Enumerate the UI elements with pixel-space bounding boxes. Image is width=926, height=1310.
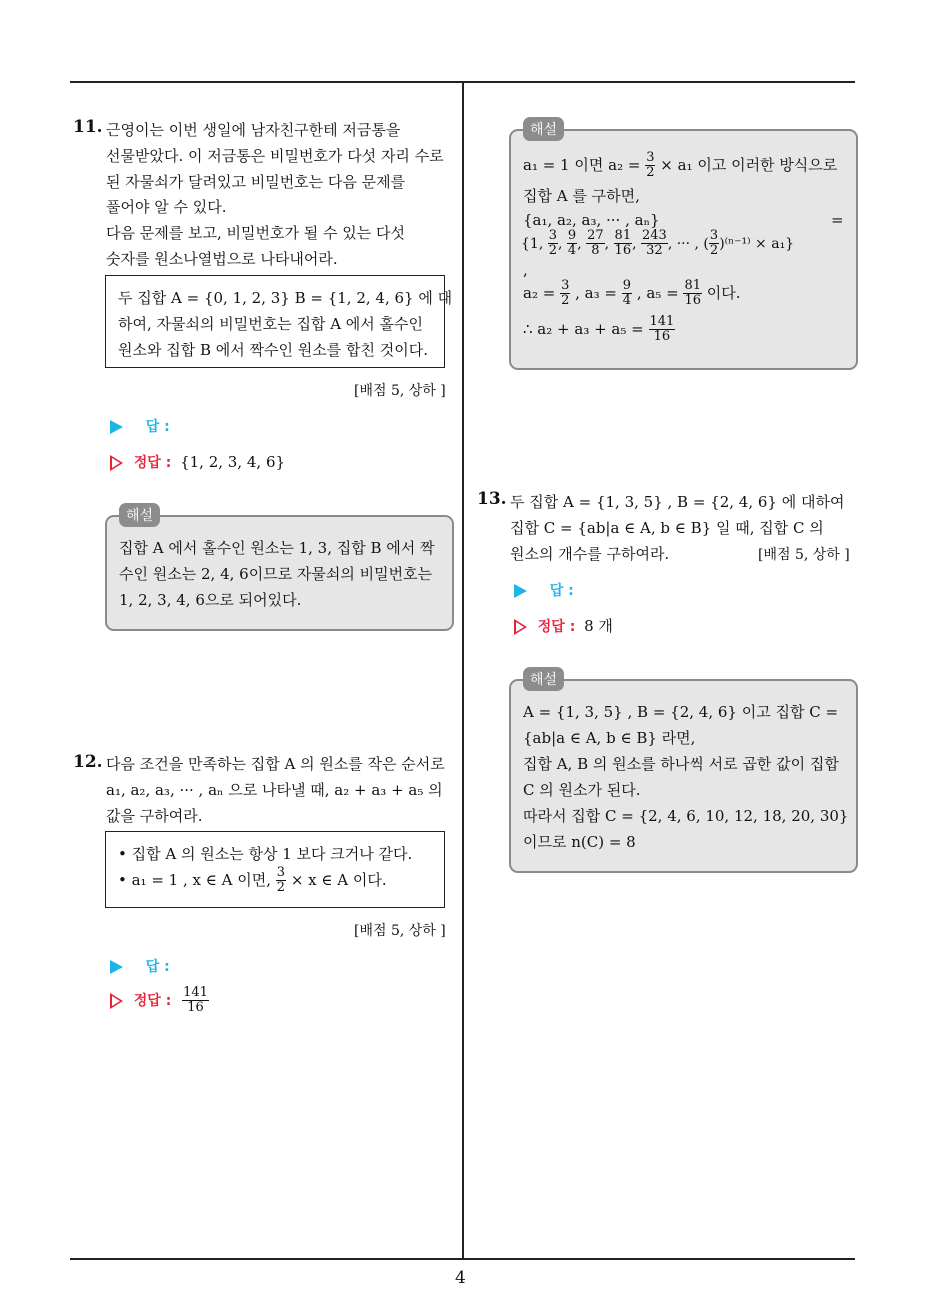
q13-explain-line: 따라서 집합 C = {2, 4, 6, 10, 12, 18, 20, 30} — [523, 807, 849, 825]
q11-explain-tag: 해설 — [119, 503, 160, 527]
q12-explain-line-2: 집합 A 를 구하면, — [523, 187, 640, 205]
explain-text: , a₃ = — [575, 283, 617, 302]
q12-explain-line-1 — [523, 151, 837, 181]
a5-fraction: $\frac{81}{16}$ — [684, 278, 701, 309]
q12-text-line: 값을 구하여라. — [106, 807, 203, 825]
answer-label: 답 : — [145, 419, 170, 435]
q12-box-text: × x ∈ A 이다. — [290, 870, 387, 889]
q12-explain-line-3a: {a₁, a₂, a₃, ··· , aₙ} — [523, 211, 660, 229]
q11-explain-line: 집합 A 에서 홀수인 원소는 1, 3, 집합 B 에서 짝 — [119, 539, 435, 557]
explain-text: {1, — [521, 235, 544, 252]
q12-explain-line-7 — [523, 315, 675, 345]
explain-text: 이다. — [706, 283, 741, 302]
q11-answer-row — [110, 416, 170, 436]
q11-text-line: 된 자물쇠가 달려있고 비밀번호는 다음 문제를 — [106, 173, 406, 191]
q13-explanation-panel — [509, 679, 858, 873]
q12-box-fraction — [276, 866, 286, 896]
solution-label: 정답 : — [133, 992, 172, 1009]
q12-explanation-panel — [509, 129, 858, 370]
q12-solution-row — [110, 986, 209, 1016]
sequence-fraction: $\frac{27}{8}$ — [587, 228, 604, 259]
fraction-denominator: 16 — [187, 1000, 204, 1016]
explain-text: a₂ = — [523, 283, 556, 302]
q11-solution-row — [110, 452, 285, 472]
q12-explain-line-3b: = — [831, 211, 844, 229]
fraction-denominator: 2 — [276, 880, 286, 896]
explain-text: a₁ = 1 이면 a₂ = — [523, 155, 641, 174]
solution-label: 정답 : — [537, 619, 576, 635]
q12-box-line-2 — [118, 866, 387, 896]
sum-fraction: $\frac{141}{16}$ — [649, 314, 675, 345]
answer-arrow-icon — [110, 420, 123, 434]
answer-arrow-icon — [110, 960, 123, 974]
explain-text: , a₅ = — [636, 283, 679, 302]
q13-solution-row — [514, 615, 613, 636]
sequence-fraction: $\frac{81}{16}$ — [614, 228, 632, 259]
q11-box-line: 두 집합 A = {0, 1, 2, 3} B = {1, 2, 4, 6} 에 대 — [118, 289, 453, 307]
q11-explanation-panel — [105, 515, 454, 631]
page-number: 4 — [455, 1268, 466, 1288]
q12-explain-tag: 해설 — [523, 117, 564, 141]
q11-number: 11. — [73, 117, 103, 137]
q11-text-line: 다음 문제를 보고, 비밀번호가 될 수 있는 다섯 — [106, 224, 405, 242]
fraction-numerator: 3 — [276, 865, 286, 880]
q13-number: 13. — [477, 489, 507, 509]
explain-text: , ··· , ( — [667, 235, 709, 252]
explain-text: ∴ a₂ + a₃ + a₅ = — [523, 319, 644, 338]
explain-fraction: $\frac{3}{2}$ — [646, 150, 655, 181]
q13-text-line: 원소의 개수를 구하여라. — [510, 545, 670, 563]
q11-text-line: 근영이는 이번 생일에 남자친구한테 저금통을 — [106, 121, 401, 139]
q12-text-line: a₁, a₂, a₃, ··· , aₙ 으로 나타낼 때, a₂ + a₃ + a₅ 의 — [106, 781, 443, 799]
q13-text-line: 두 집합 A = {1, 3, 5} , B = {2, 4, 6} 에 대하여 — [510, 493, 845, 511]
q13-explain-line: C 의 원소가 된다. — [523, 781, 641, 799]
explain-text: × a₁ 이고 이러한 방식으로 — [660, 155, 838, 174]
q12-box-line: • 집합 A 의 원소는 항상 1 보다 크거나 같다. — [118, 845, 413, 863]
fraction-numerator: 141 — [183, 985, 208, 1000]
a3-fraction: $\frac{9}{4}$ — [622, 278, 632, 309]
answer-label: 답 : — [549, 583, 574, 599]
q12-score: [배점 5, 상하 ] — [354, 923, 446, 939]
solution-arrow-icon — [514, 619, 527, 635]
explain-text: )⁽ⁿ⁻¹⁾ × a₁} — [719, 235, 795, 252]
q11-box-line: 하여, 자물쇠의 비밀번호는 집합 A 에서 홀수인 — [118, 315, 424, 333]
q13-explain-tag: 해설 — [523, 667, 564, 691]
solution-label: 정답 : — [133, 455, 172, 471]
q11-condition-box — [105, 275, 453, 368]
q11-explain-line: 수인 원소는 2, 4, 6이므로 자물쇠의 비밀번호는 — [119, 565, 433, 583]
answer-arrow-icon — [514, 584, 527, 598]
sequence-fraction: $\frac{3}{2}$ — [548, 228, 557, 259]
q11-box-line: 원소와 집합 B 에서 짝수인 원소를 합친 것이다. — [118, 341, 428, 359]
q12-explain-line-5: , — [523, 261, 528, 279]
solution-arrow-icon — [110, 455, 123, 471]
a2-fraction: $\frac{3}{2}$ — [561, 278, 570, 309]
sequence-fraction: $\frac{243}{32}$ — [642, 228, 667, 259]
q11-text-line: 풀어야 알 수 있다. — [106, 198, 227, 216]
bottom-rule — [70, 1258, 855, 1260]
q12-condition-box — [105, 831, 445, 908]
q13-answer-row — [514, 580, 574, 600]
q13-text-line: 집합 C = {ab|a ∈ A, b ∈ B} 일 때, 집합 C 의 — [510, 519, 824, 537]
explain-fraction: $\frac{3}{2}$ — [709, 228, 719, 259]
q11-score: [배점 5, 상하 ] — [354, 383, 446, 399]
sequence-fraction: $\frac{9}{4}$ — [567, 228, 577, 259]
q11-text-line: 숫자를 원소나열법으로 나타내어라. — [106, 250, 338, 268]
solution-arrow-icon — [110, 993, 123, 1009]
column-divider — [462, 82, 464, 1258]
q12-text-line: 다음 조건을 만족하는 집합 A 의 원소를 작은 순서로 — [106, 755, 445, 773]
q11-text-line: 선물받았다. 이 저금통은 비밀번호가 다섯 자리 수로 — [106, 147, 444, 165]
q12-box-text: • a₁ = 1 , x ∈ A 이면, — [118, 870, 271, 889]
q12-number: 12. — [73, 752, 103, 772]
q13-score: [배점 5, 상하 ] — [758, 547, 850, 563]
q12-answer-row — [110, 956, 170, 976]
sequence-fractions: $\frac{3}{2}$ , $\frac{9}{4}$ , $\frac{27}{8}$ , $\frac{81}{16}$ , $\frac{243}{32}$ — [548, 228, 667, 259]
q12-explain-sequence — [521, 229, 794, 259]
q13-explain-line: 집합 A, B 의 원소를 하나씩 서로 곱한 값이 집합 — [523, 755, 839, 773]
q13-explain-line: 이므로 n(C) = 8 — [523, 833, 636, 851]
q13-explain-line: {ab|a ∈ A, b ∈ B} 라면, — [523, 729, 696, 747]
q12-solution-fraction — [182, 986, 209, 1016]
q12-explain-line-6 — [523, 279, 741, 309]
q13-solution-value: 8 개 — [584, 617, 613, 635]
q13-explain-line: A = {1, 3, 5} , B = {2, 4, 6} 이고 집합 C = — [523, 703, 839, 721]
q11-solution-value: {1, 2, 3, 4, 6} — [180, 453, 286, 471]
answer-label: 답 : — [145, 959, 170, 975]
q11-explain-line: 1, 2, 3, 4, 6으로 되어있다. — [119, 591, 302, 609]
